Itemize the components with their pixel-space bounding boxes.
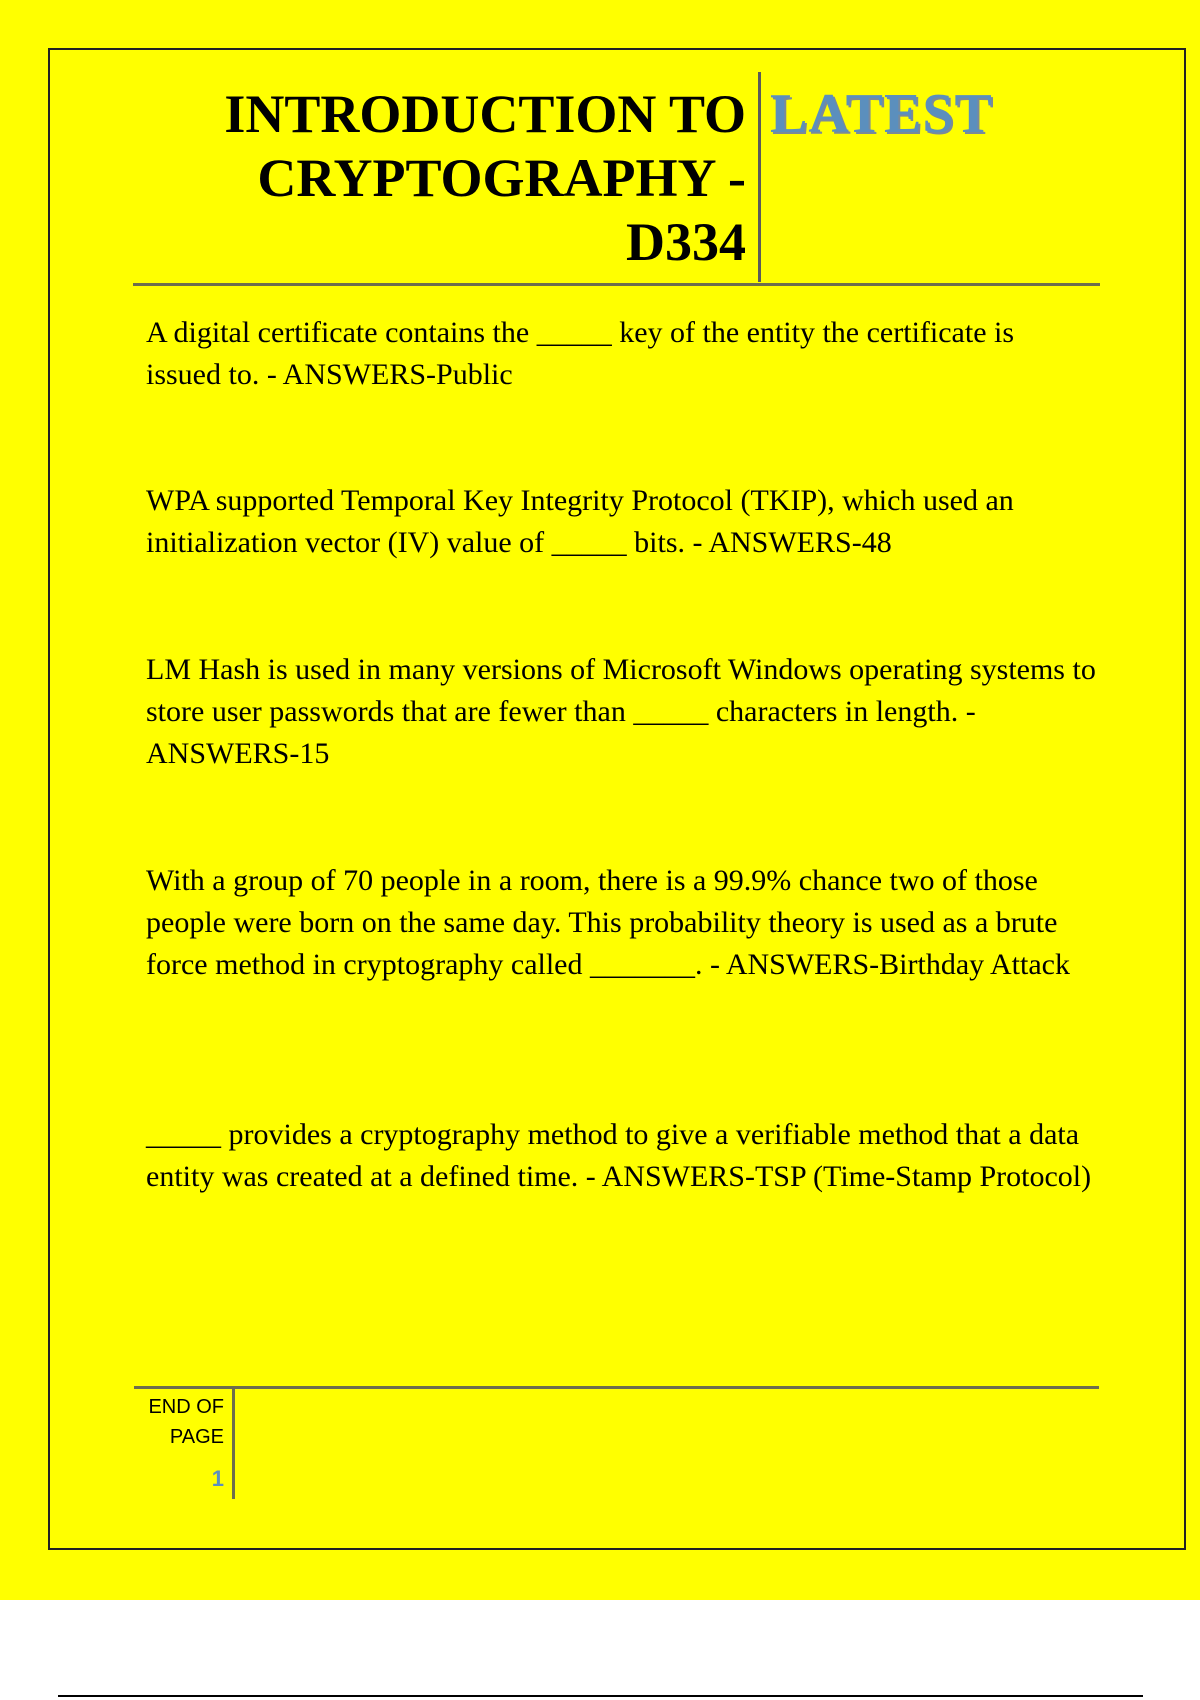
end-label-line-2: PAGE [169, 1426, 224, 1448]
bottom-rule [58, 1695, 1143, 1697]
question-item-2: WPA supported Temporal Key Integrity Protocol (TKIP), which used an initialization vector (IV) value of _____ bits. - ANSWERS-48 [146, 484, 1014, 559]
end-of-page-label [130, 1392, 224, 1452]
question-item-5: _____ provides a cryptography method to give a verifiable method that a data entity was created at a defined time. - ANSWERS-TSP (Time-Stamp Protocol) [146, 1118, 1092, 1193]
question-item-1: A digital certificate contains the _____ key of the entity the certificate is issued to. - ANSWERS-Public [146, 316, 1015, 391]
footer-divider [232, 1389, 235, 1499]
title-divider [758, 72, 761, 282]
title-line-1: INTRODUCTION TO [224, 84, 746, 144]
question-item-4: With a group of 70 people in a room, there is a 99.9% chance two of those people were born on the same day. This probability theory is used as a brute force method in cryptography called _______. - ANSWERS-Birthday Attack [146, 864, 1070, 981]
document-title [130, 82, 746, 274]
title-line-2: CRYPTOGRAPHY - [257, 148, 746, 208]
latest-label: LATEST [770, 83, 993, 145]
header-rule [133, 283, 1100, 286]
title-line-3: D334 [626, 212, 746, 272]
page-number: 1 [211, 1466, 224, 1491]
question-item-3: LM Hash is used in many versions of Microsoft Windows operating systems to store user passwords that are fewer than _____ characters in length. - ANSWERS-15 [146, 653, 1096, 770]
end-label-line-1: END OF [148, 1396, 224, 1418]
footer-rule [134, 1386, 1099, 1389]
